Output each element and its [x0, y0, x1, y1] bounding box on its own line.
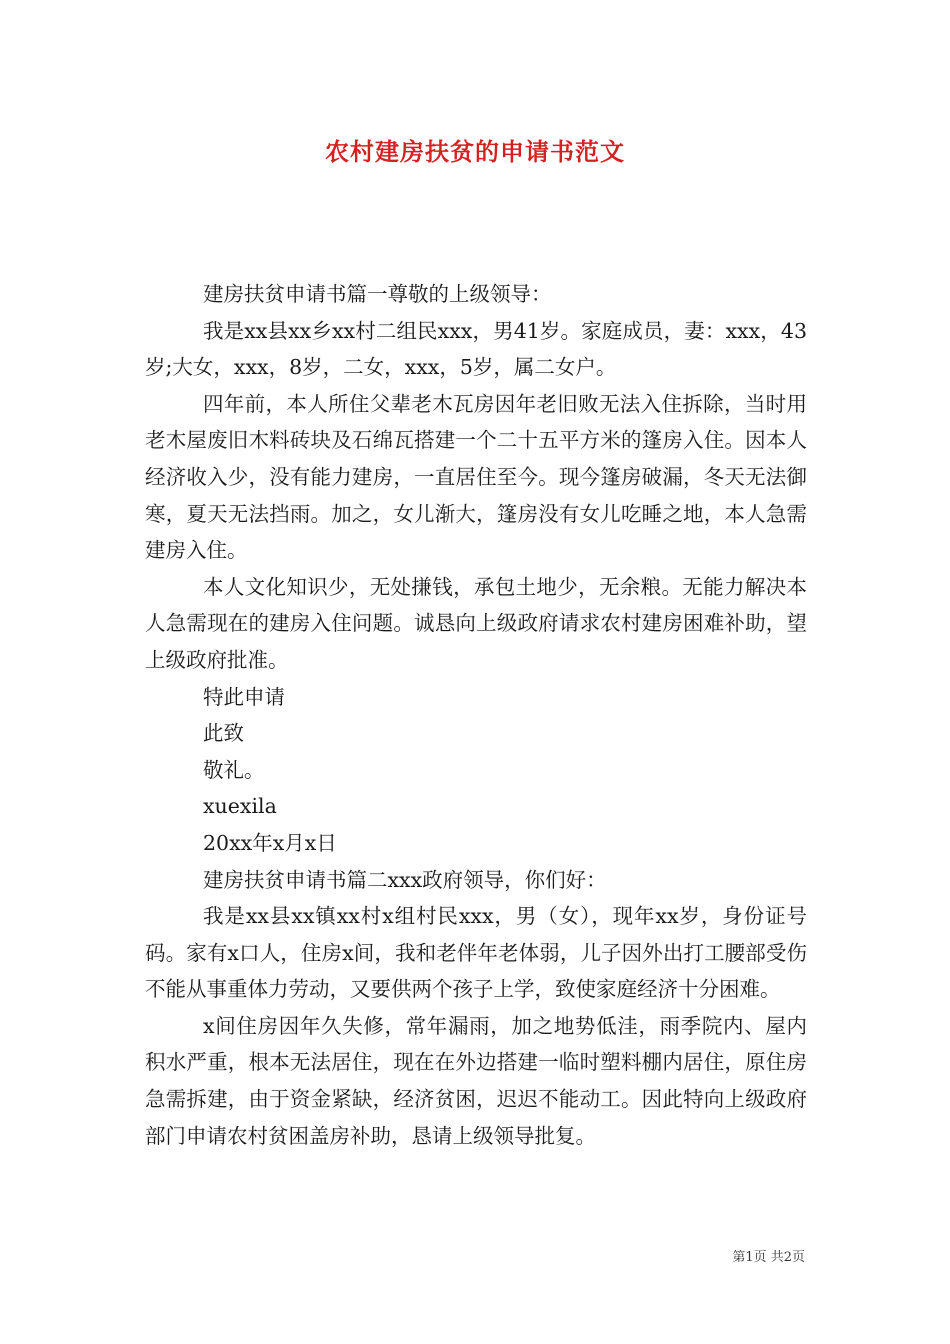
paragraph-request: 本人文化知识少，无处搛钱，承包土地少，无余粮。无能力解决本人急需现在的建房入住问题。诚恳向上级政府请求农村建房困难补助，望上级政府批准。 [145, 574, 807, 672]
paragraph-salutation-2: 建房扶贫申请书篇二xxx政府领导，你们好： [203, 867, 607, 892]
paragraph-signature: xuexila [203, 794, 277, 819]
paragraph-housing-history: 四年前，本人所住父辈老木瓦房因年老旧败无法入住拆除，当时用老木屋废旧木料砖块及石绵瓦搭建一个二十五平方米的篷房入住。因本人经济收入少，没有能力建房，一直居住至今。现今篷房破漏，冬天无法御寒，夏天无法挡雨。加之，女儿渐大，篷房没有女儿吃睡之地，本人急需建房入住。 [145, 391, 807, 563]
paragraph-applicant-info: 我是xx县xx镇xx村x组村民xxx，男（女），现年xx岁，身份证号码。家有x口人，住房x间，我和老伴年老体弱，儿子因外出打工腰部受伤不能从事重体力劳动，又要供两个孩子上学，致使家庭经济十分困难。 [145, 904, 807, 1002]
page-indicator: 第1页 共2页 [732, 1250, 805, 1265]
paragraph-salutation-1: 建房扶贫申请书篇一尊敬的上级领导： [203, 282, 552, 306]
document-title: 农村建房扶贫的申请书范文 [325, 137, 625, 166]
paragraph-closing-2: 此致 [203, 721, 244, 746]
paragraph-closing-1: 特此申请 [203, 684, 285, 709]
document-body [145, 276, 807, 1154]
paragraph-closing-3: 敬礼。 [203, 757, 265, 782]
paragraph-date: 20xx年x月x日 [203, 830, 337, 855]
paragraph-housing-condition: x间住房因年久失修，常年漏雨，加之地势低洼，雨季院内、屋内积水严重，根本无法居住，现在在外边搭建一临时塑料棚内居住，原住房急需拆建，由于资金紧缺，经济贫困，迟迟不能动工。因此特向上级政府部门申请农村贫困盖房补助，恳请上级领导批复。 [145, 1013, 807, 1148]
paragraph-family-info: 我是xx县xx乡xx村二组民xxx，男41岁。家庭成员，妻：xxx，43岁;大女，xxx，8岁，二女，xxx，5岁，属二女户。 [145, 318, 807, 380]
